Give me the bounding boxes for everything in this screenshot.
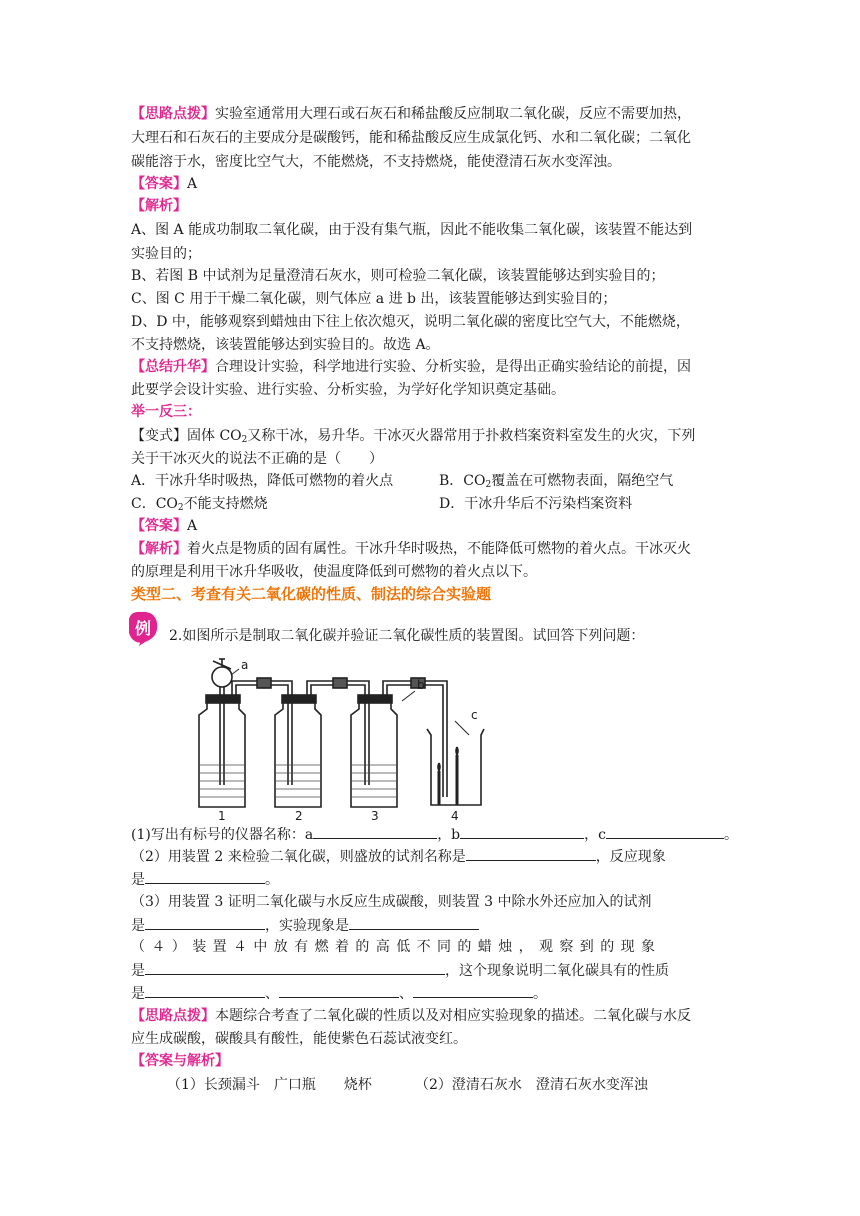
option-d: D．干冰升华后不污染档案资料 — [439, 496, 633, 512]
svg-text:例: 例 — [134, 619, 152, 638]
funnel-bulb — [212, 667, 232, 687]
analysis-heading: 【解析】 — [131, 198, 187, 214]
answer-blank[interactable] — [145, 915, 265, 930]
type2-heading: 类型二、考查有关二氧化碳的性质、制法的综合实验题 — [131, 585, 492, 603]
question-4-line-1: （４）装置４中放有燃着的高低不同的蜡烛，观察到的现象 — [131, 939, 662, 955]
summary-line-2: 此要学会设计实验、进行实验、分析实验，为学好化学知识奠定基础。 — [131, 382, 565, 398]
variant-analysis-line-2: 的原理是利用干冰升华吸收，使温度降低到可燃物的着火点以下。 — [131, 564, 537, 580]
variant-answer-line: 【答案】A — [131, 518, 198, 534]
juyi-heading: 举一反三： — [131, 404, 201, 420]
tip-paragraph-line-1: 【思路点拨】实验室通常用大理石或石灰石和稀盐酸反应制取二氧化碳，反应不需要加热， — [131, 106, 691, 122]
analysis-line: C、图 C 用于干燥二氧化碳，则气体应 a 进 b 出，该装置能够达到实验目的； — [131, 291, 617, 307]
example-badge-icon — [125, 608, 161, 648]
question-4-line-3: 是 、 、 。 — [131, 983, 547, 1003]
tip-label: 【思路点拨】 — [131, 106, 215, 122]
apparatus-number: 3 — [371, 809, 379, 820]
summary-label: 【总结升华】 — [131, 359, 215, 375]
answer-blank[interactable] — [413, 983, 533, 998]
answer-blank[interactable] — [349, 915, 479, 930]
variant-analysis-line-1: 【解析】着火点是物质的固有属性。干冰升华时吸热，不能降低可燃物的着火点。干冰灭火 — [131, 541, 691, 557]
answer-blank[interactable] — [466, 846, 596, 861]
answer-part-2: （2）澄清石灰水 澄清石灰水变浑浊 — [415, 1077, 648, 1093]
analysis-line: B、若图 B 中试剂为足量澄清石灰水，则可检验二氧化碳，该装置能够达到实验目的； — [131, 268, 665, 284]
apparatus-number: 4 — [451, 809, 459, 820]
answer-label: 【答案】 — [131, 176, 187, 192]
apparatus-number: 1 — [218, 809, 226, 820]
answer-blank[interactable] — [606, 824, 724, 839]
label-b: b — [417, 678, 425, 692]
answer-blank[interactable] — [460, 824, 584, 839]
question-2-line-1: （2）用装置 2 来检验二氧化碳，则盛放的试剂名称是 ，反应现象 — [131, 846, 666, 866]
tip-paragraph-line-3: 碳能溶于水，密度比空气大，不能燃烧，不支持燃烧，能使澄清石灰水变浑浊。 — [131, 154, 621, 170]
answer-analysis-heading: 【答案与解析】 — [131, 1053, 229, 1069]
variant-label: 【变式】 — [131, 428, 187, 444]
option-a: A．干冰升华时吸热，降低可燃物的着火点 — [131, 473, 394, 489]
apparatus-number: 2 — [295, 809, 303, 820]
analysis-line: 不支持燃烧，该装置能够达到实验目的。故选 A。 — [131, 337, 440, 353]
question-3-line-2: 是 ，实验现象是 — [131, 915, 479, 935]
answer-blank[interactable] — [145, 983, 265, 998]
bottle-1 — [199, 701, 245, 807]
option-b: B．$CO_2$覆盖在可燃物表面，隔绝空气 — [439, 473, 674, 490]
label-a: a — [241, 658, 249, 672]
question-1: (1)写出有标号的仪器名称：a ，b ，c 。 — [131, 824, 738, 844]
bottle-3 — [351, 701, 397, 807]
tip-paragraph-line-2: 大理石和石灰石的主要成分是碳酸钙，能和稀盐酸反应生成氯化钙、水和二氧化碳；二氧化 — [131, 130, 691, 146]
apparatus-diagram — [187, 655, 487, 820]
option-c: C．$CO_2$不能支持燃烧 — [131, 496, 268, 513]
answer-blank[interactable] — [145, 960, 445, 975]
analysis-line: 实验目的； — [131, 246, 201, 262]
answer-blank[interactable] — [279, 983, 399, 998]
question-4-line-2: 是 ，这个现象说明二氧化碳具有的性质 — [131, 960, 669, 980]
question-3-line-1: （3）用装置 3 证明二氧化碳与水反应生成碳酸，则装置 3 中除水外还应加入的试剂 — [131, 894, 652, 910]
summary-line-1: 【总结升华】合理设计实验，科学地进行实验、分析实验，是得出正确实验结论的前提，因 — [131, 359, 691, 375]
answer-blank[interactable] — [145, 869, 265, 884]
tip-2-line-2: 应生成碳酸，碳酸具有酸性，能使紫色石蕊试液变红。 — [131, 1031, 467, 1047]
label-c: c — [471, 708, 478, 722]
variant-line-1: 【变式】固体 $CO_2$又称干冰，易升华。干冰灭火器常用于扑救档案资料室发生的火灾，下列 — [131, 428, 696, 445]
answer-line: 【答案】A — [131, 176, 198, 192]
tip-2-line-1: 【思路点拨】本题综合考查了二氧化碳的性质以及对相应实验现象的描述。二氧化碳与水反 — [131, 1008, 691, 1024]
answer-part-1: （1）长颈漏斗 广口瓶 烧杯 — [167, 1077, 372, 1093]
bottle-2 — [275, 701, 321, 807]
variant-line-2: 关于干冰灭火的说法不正确的是（ ） — [131, 451, 383, 467]
example-intro: 2.如图所示是制取二氧化碳并验证二氧化碳性质的装置图。试回答下列问题： — [169, 628, 645, 644]
analysis-line: D、D 中，能够观察到蜡烛由下往上依次熄灭，说明二氧化碳的密度比空气大，不能燃烧， — [131, 314, 690, 330]
question-2-line-2: 是 。 — [131, 869, 279, 889]
analysis-line: A、图 A 能成功制取二氧化碳，由于没有集气瓶，因此不能收集二氧化碳，该装置不能达到 — [131, 222, 693, 238]
answer-blank[interactable] — [313, 824, 437, 839]
